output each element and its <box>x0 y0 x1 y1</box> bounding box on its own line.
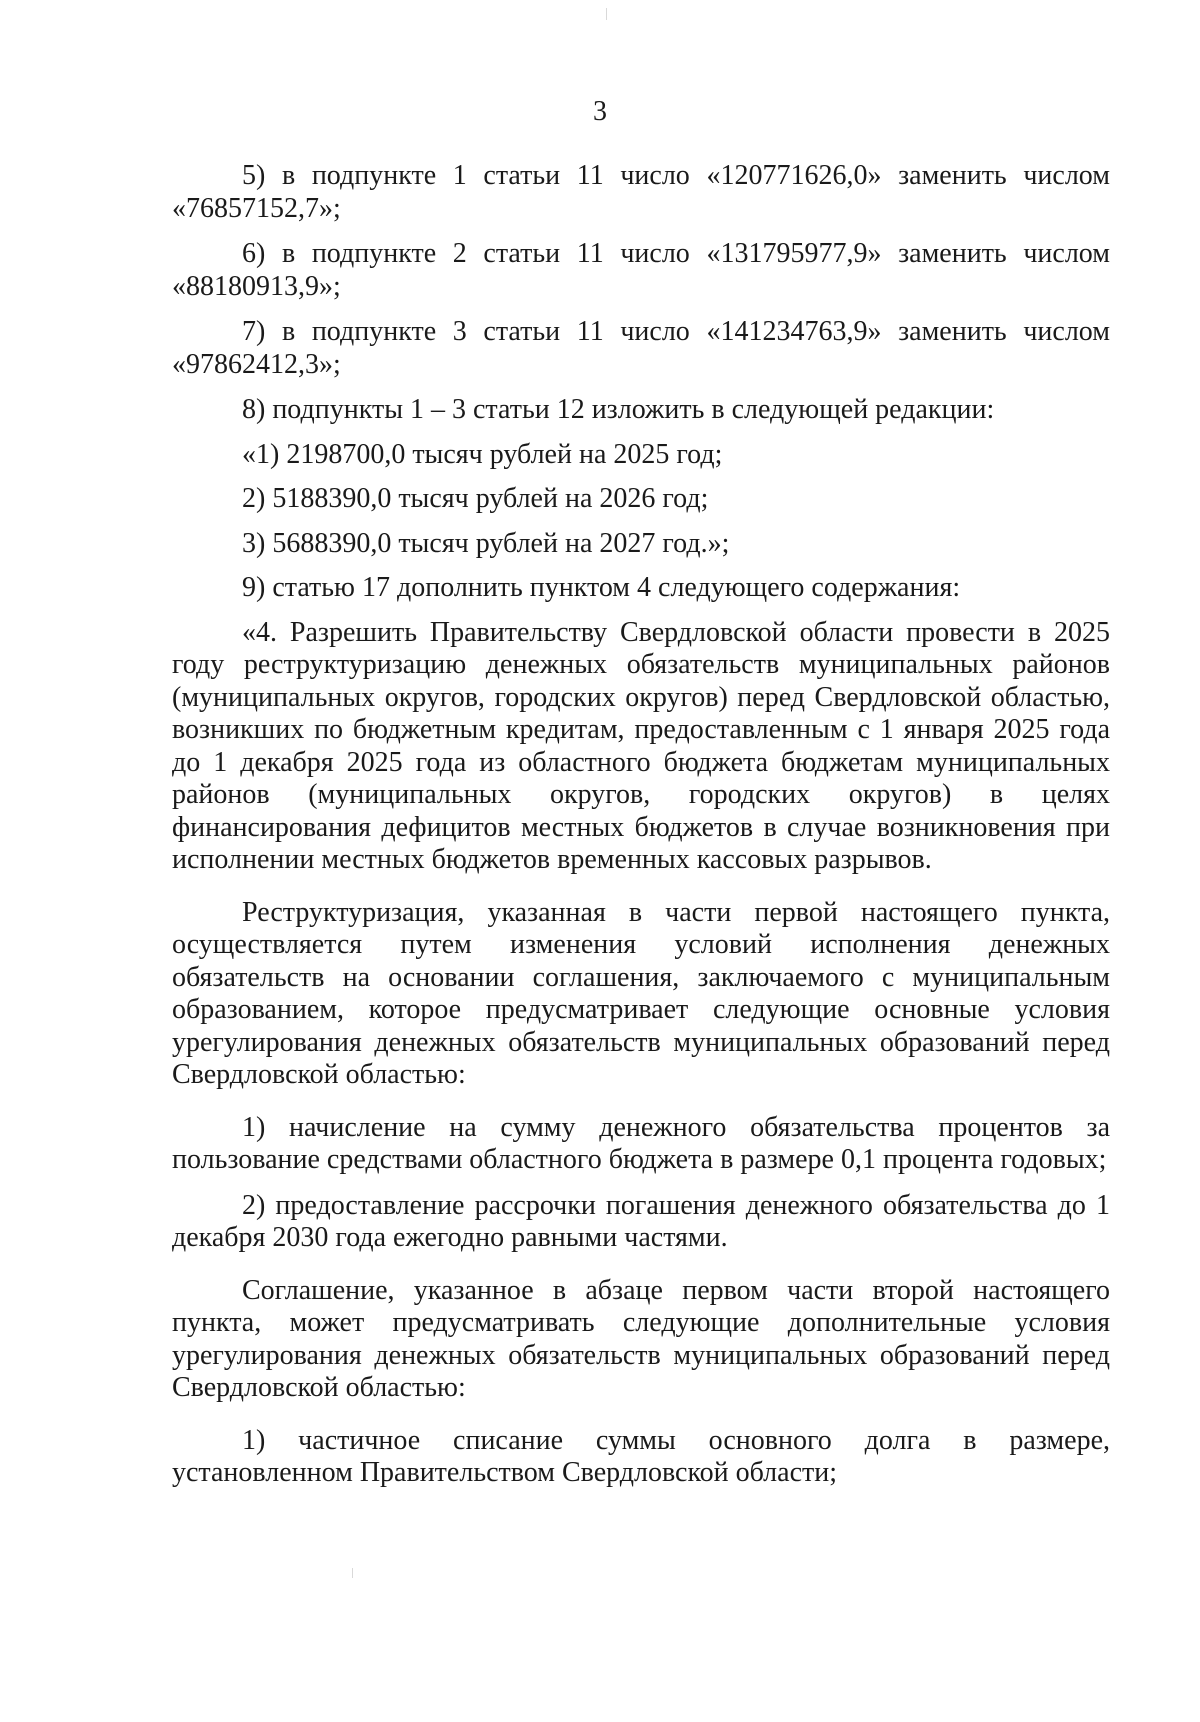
paragraph-clause-4: «4. Разрешить Правительству Свердловской области провести в 2025 году реструктуризацию денежных обязательств муниципальных районов (муниципальных округов, городских округов) перед Свердловской областью, возникших по бюджетным кредитам, предоставленным с 1 января 2025 года до 1 декабря 2025 года из областного бюджета бюджетам муниципальных районов (муниципальных округов, городских округов) в целях финансирования дефицитов местных бюджетов в случае возникновения при исполнении местных бюджетов временных кассовых разрывов. <box>172 616 1110 875</box>
paragraph-item-5: 5) в подпункте 1 статьи 11 число «120771626,0» заменить числом «76857152,7»; <box>172 160 1110 224</box>
paragraph-restructuring: Реструктуризация, указанная в части первой настоящего пункта, осуществляется путем изменения условий исполнения денежных обязательств на основании соглашения, заключаемого с муниципальным образованием, которое предусматривает следующие основные условия урегулирования денежных обязательств муниципальных образований перед Свердловской областью: <box>172 896 1110 1090</box>
paragraph-subitem-1: «1) 2198700,0 тысяч рублей на 2025 год; <box>242 438 723 470</box>
page-number: 3 <box>593 96 607 127</box>
paragraph-item-9: 9) статью 17 дополнить пунктом 4 следующего содержания: <box>242 572 961 603</box>
paragraph-item-8: 8) подпункты 1 – 3 статьи 12 изложить в следующей редакции: <box>242 394 995 425</box>
paragraph-condition-2: 2) предоставление рассрочки погашения денежного обязательства до 1 декабря 2030 года ежегодно равными частями. <box>172 1189 1110 1253</box>
paragraph-subitem-2: 2) 5188390,0 тысяч рублей на 2026 год; <box>242 483 709 514</box>
paragraph-item-7: 7) в подпункте 3 статьи 11 число «141234763,9» заменить числом «97862412,3»; <box>172 316 1110 380</box>
paragraph-condition-1: 1) начисление на сумму денежного обязательства процентов за пользование средствами областного бюджета в размере 0,1 процента годовых; <box>172 1111 1110 1175</box>
paragraph-additional-1: 1) частичное списание суммы основного долга в размере, установленном Правительством Свердловской области; <box>172 1424 1110 1488</box>
document-body <box>172 160 1110 1503</box>
paragraph-item-6: 6) в подпункте 2 статьи 11 число «131795977,9» заменить числом «88180913,9»; <box>172 238 1110 302</box>
paragraph-agreement: Соглашение, указанное в абзаце первом части второй настоящего пункта, может предусматривать следующие дополнительные условия урегулирования денежных обязательств муниципальных образований перед Свердловской областью: <box>172 1274 1110 1403</box>
scan-artifact-top <box>606 8 607 20</box>
paragraph-subitem-3: 3) 5688390,0 тысяч рублей на 2027 год.»; <box>242 527 730 559</box>
scan-artifact-bottom <box>352 1568 353 1578</box>
